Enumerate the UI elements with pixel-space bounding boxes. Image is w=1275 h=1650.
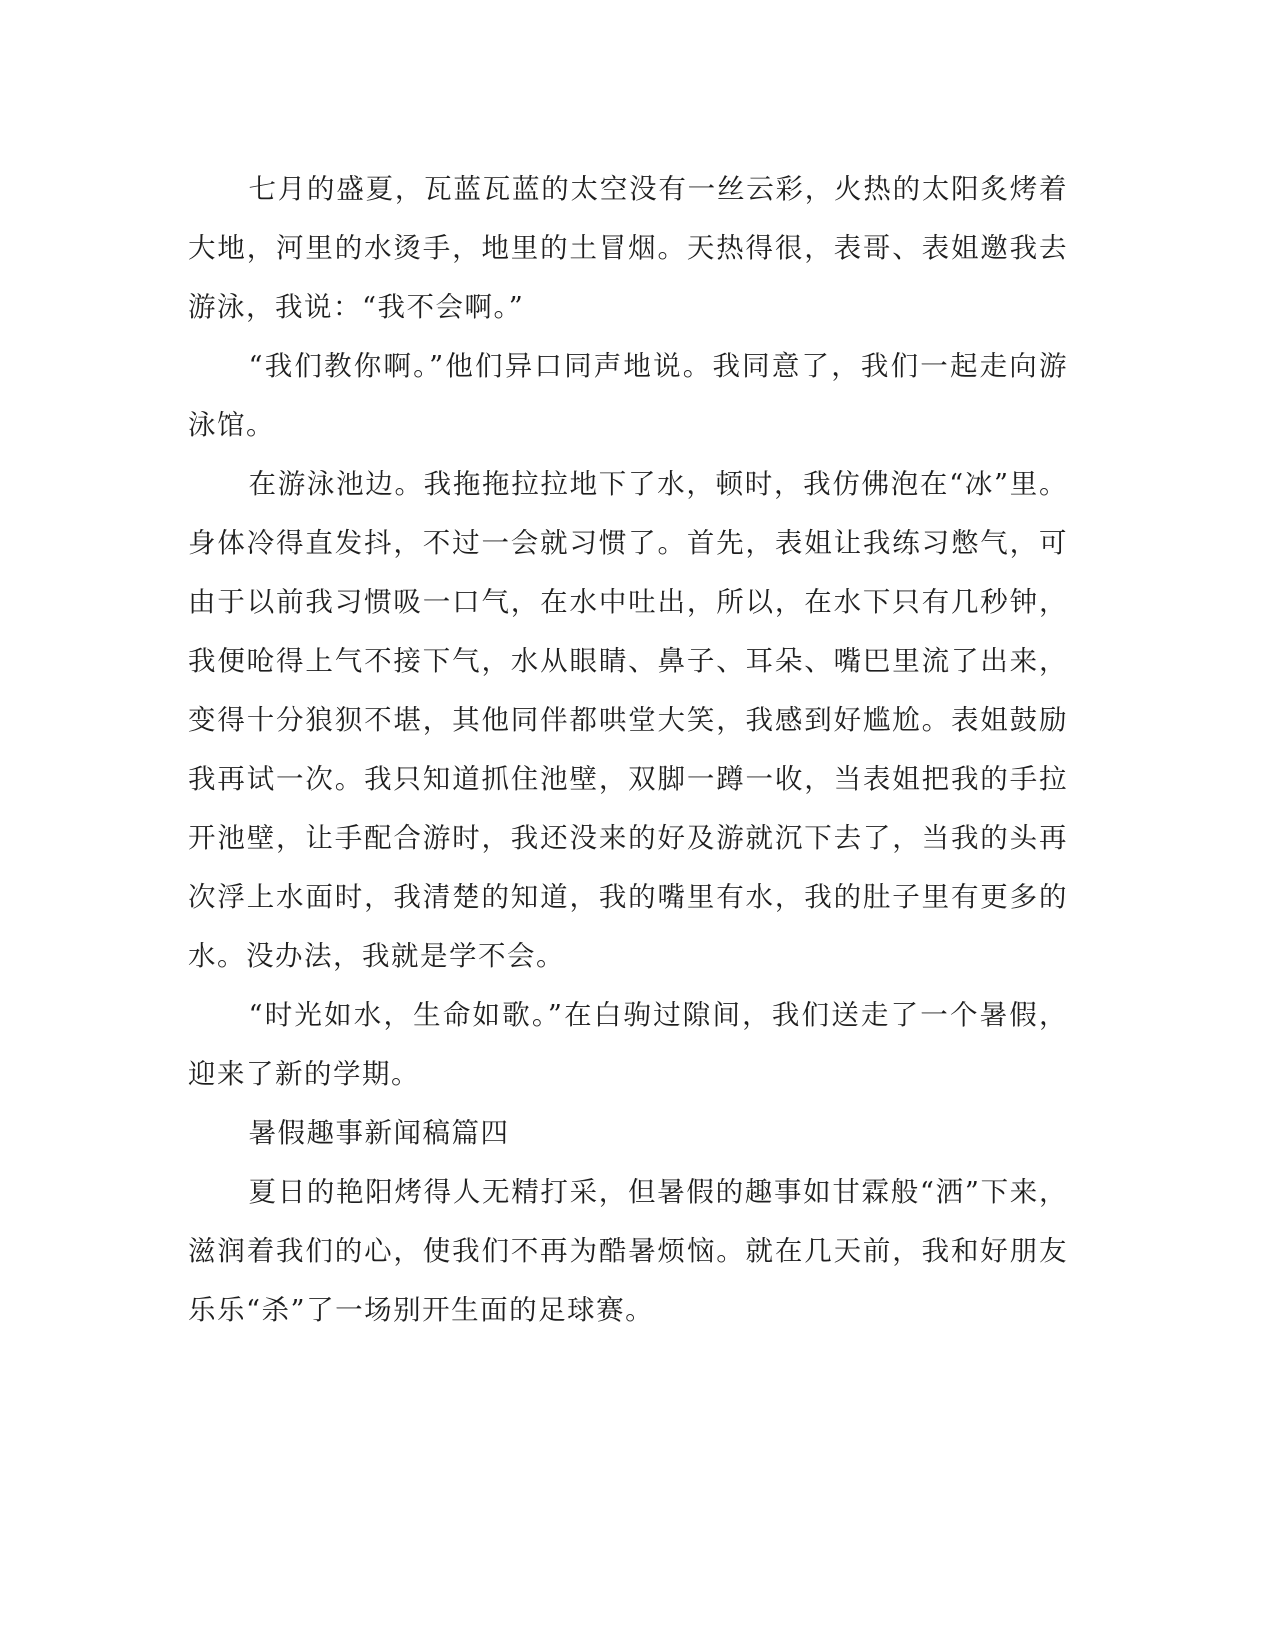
paragraph-we-teach-you: “我们教你啊。”他们异口同声地说。我同意了，我们一起走向游泳馆。 xyxy=(188,350,1068,441)
section-heading: 暑假趣事新闻稿篇四 xyxy=(248,1117,510,1149)
document-body xyxy=(188,160,1068,1340)
paragraph-time-like-water: “时光如水，生命如歌。”在白驹过隙间，我们送走了一个暑假，迎来了新的学期。 xyxy=(188,999,1068,1090)
paragraph-summer-weather: 七月的盛夏，瓦蓝瓦蓝的太空没有一丝云彩，火热的太阳炙烤着大地，河里的水烫手，地里的土冒烟。天热得很，表哥、表姐邀我去游泳，我说：“我不会啊。” xyxy=(188,173,1068,323)
paragraph-at-pool: 在游泳池边。我拖拖拉拉地下了水，顿时，我仿佛泡在“冰”里。身体冷得直发抖，不过一会就习惯了。首先，表姐让我练习憋气，可由于以前我习惯吸一口气，在水中吐出，所以，在水下只有几秒钟，我便呛得上气不接下气，水从眼睛、鼻子、耳朵、嘴巴里流了出来，变得十分狼狈不堪，其他同伴都哄堂大笑，我感到好尴尬。表姐鼓励我再试一次。我只知道抓住池壁，双脚一蹲一收，当表姐把我的手拉开池壁，让手配合游时，我还没来的好及游就沉下去了，当我的头再次浮上水面时，我清楚的知道，我的嘴里有水，我的肚子里有更多的水。没办法，我就是学不会。 xyxy=(188,468,1068,972)
paragraph-summer-sun: 夏日的艳阳烤得人无精打采，但暑假的趣事如甘霖般“洒”下来，滋润着我们的心，使我们不再为酷暑烦恼。就在几天前，我和好朋友乐乐“杀”了一场别开生面的足球赛。 xyxy=(188,1176,1068,1326)
